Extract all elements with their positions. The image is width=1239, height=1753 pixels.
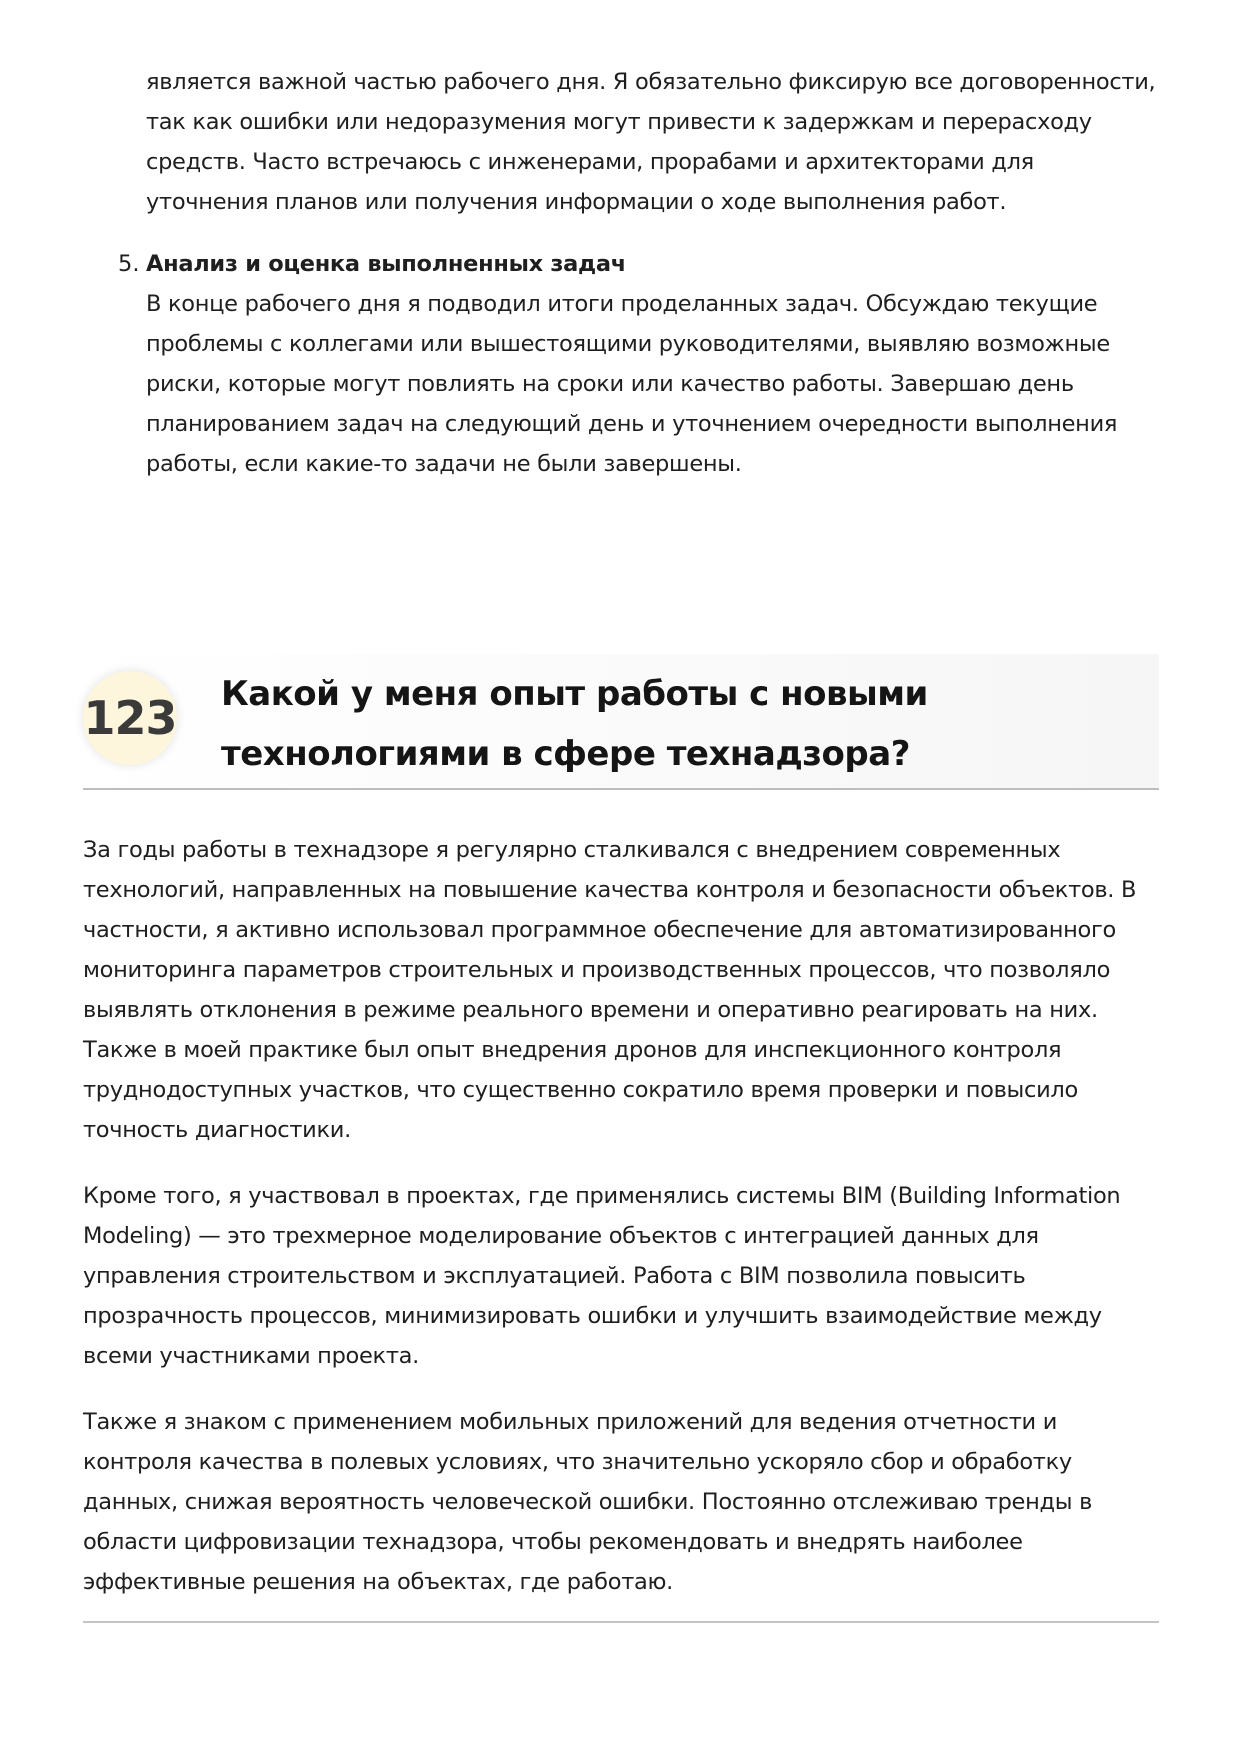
list-item-body: В конце рабочего дня я подводил итоги проделанных задач. Обсуждаю текущие проблемы с коллегами или вышестоящими руководителями, выявляю возможные риски, которые могут повлиять на сроки или качество работы. Завершаю день планированием задач на следующий день и уточнением очередности выполнения работы, если какие-то задачи не были завершены. (146, 291, 1118, 477)
question-title: Какой у меня опыт работы с новыми технологиями в сфере технадзора? (221, 674, 928, 774)
question-number-badge (83, 671, 177, 765)
question-header (83, 654, 1159, 790)
list-item-number: 5. (118, 251, 140, 277)
answer-paragraph: Также я знаком с применением мобильных приложений для ведения отчетности и контроля качества в полевых условиях, что значительно ускоряло сбор и обработку данных, снижая вероятность человеческой ошибки. Постоянно отслеживаю тренды в области цифровизации технадзора, чтобы рекомендовать и внедрять наиболее эффективные решения на объектах, где работаю. (83, 1409, 1093, 1595)
question-number: 123 (83, 691, 177, 745)
answer-paragraph: За годы работы в технадзоре я регулярно сталкивался с внедрением современных технологий, направленных на повышение качества контроля и безопасности объектов. В частности, я активно использовал программное обеспечение для автоматизированного мониторинга параметров строительных и производственных процессов, что позволяло выявлять отклонения в режиме реального времени и оперативно реагировать на них. Также в моей практике был опыт внедрения дронов для инспекционного контроля труднодоступных участков, что существенно сократило время проверки и повысило точность диагностики. (83, 837, 1137, 1143)
list-item-4-continuation: является важной частью рабочего дня. Я обязательно фиксирую все договоренности, так как ошибки или недоразумения могут привести к задержкам и перерасходу средств. Часто встречаюсь с инженерами, прорабами и архитекторами для уточнения планов или получения информации о ходе выполнения работ. (146, 69, 1156, 215)
list-item-title: Анализ и оценка выполненных задач (146, 251, 626, 277)
list-item-5 (118, 244, 1156, 484)
answer-body (83, 830, 1159, 1628)
section-divider (83, 1621, 1159, 1623)
answer-paragraph: Кроме того, я участвовал в проектах, где применялись системы BIM (Building Information Modeling) — это трехмерное моделирование объектов с интеграцией данных для управления строительством и эксплуатацией. Работа с BIM позволила повысить прозрачность процессов, минимизировать ошибки и улучшить взаимодействие между всеми участниками проекта. (83, 1183, 1121, 1369)
